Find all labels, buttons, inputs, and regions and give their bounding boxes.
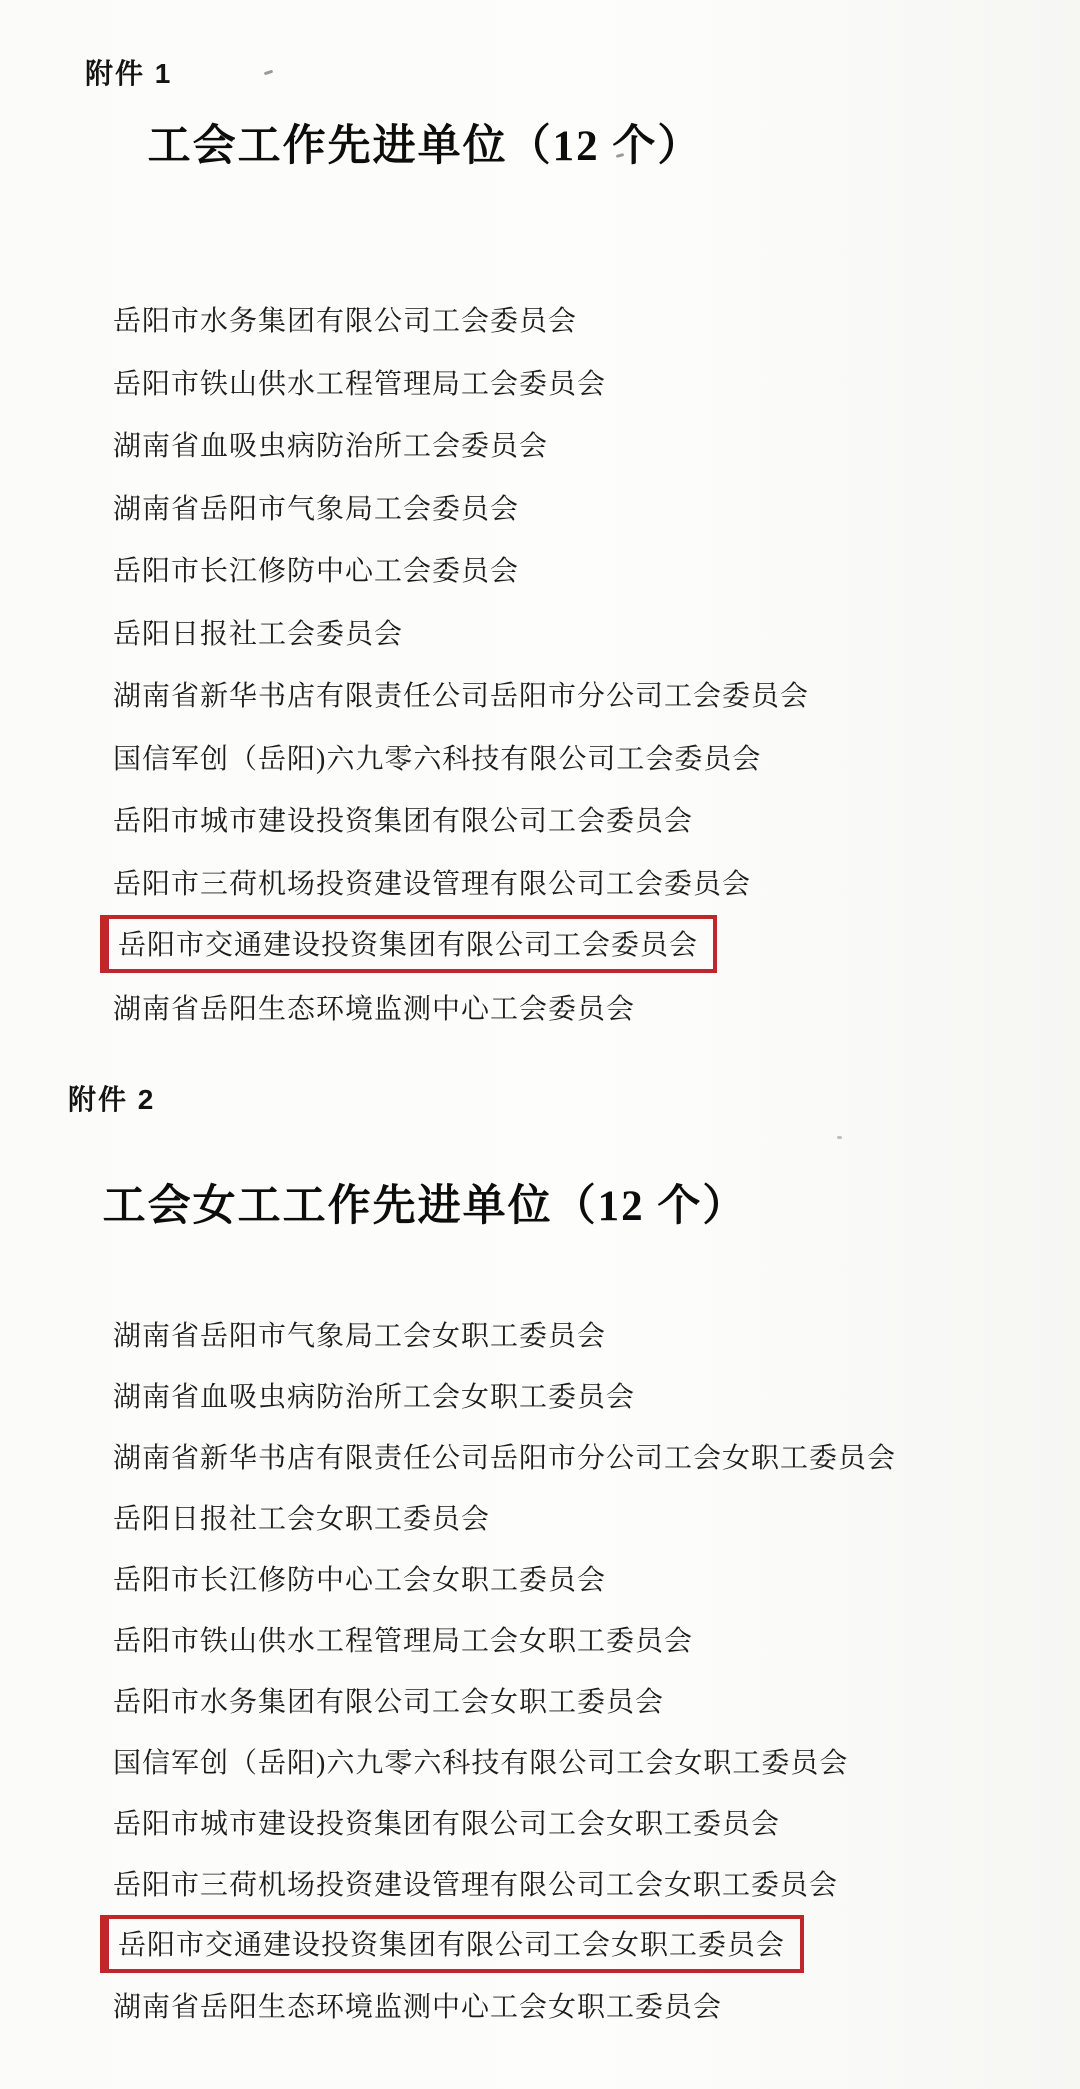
- list-item: [113, 1791, 896, 1852]
- list-item-highlighted: [113, 1913, 896, 1974]
- unit-name: 岳阳市三荷机场投资建设管理有限公司工会女职工委员会: [113, 1869, 839, 1901]
- scan-speck: [837, 1136, 842, 1139]
- unit-name: 岳阳市长江修防中心工会女职工委员会: [113, 1564, 607, 1596]
- list-item: [113, 976, 809, 1039]
- list-item: [113, 1364, 896, 1425]
- list-item: [113, 1730, 896, 1791]
- unit-name: 湖南省血吸虫病防治所工会女职工委员会: [113, 1381, 636, 1413]
- unit-name: 岳阳日报社工会女职工委员会: [113, 1503, 491, 1535]
- unit-name: 岳阳市铁山供水工程管理局工会委员会: [113, 368, 607, 400]
- unit-name: 湖南省岳阳生态环境监测中心工会委员会: [113, 993, 636, 1025]
- unit-name: 国信军创（岳阳)六九零六科技有限公司工会委员会: [113, 743, 762, 775]
- list-item: [113, 1669, 896, 1730]
- attachment-1-unit-list: [113, 288, 809, 1038]
- unit-name: 岳阳市三荷机场投资建设管理有限公司工会委员会: [113, 868, 752, 900]
- unit-name: 岳阳日报社工会委员会: [113, 618, 404, 650]
- unit-name: 湖南省新华书店有限责任公司岳阳市分公司工会女职工委员会: [113, 1442, 897, 1474]
- list-item: [113, 1303, 896, 1364]
- list-item: [113, 288, 809, 351]
- list-item: [113, 726, 809, 789]
- list-item: [113, 413, 809, 476]
- unit-name: 岳阳市城市建设投资集团有限公司工会委员会: [113, 806, 694, 838]
- list-item: [113, 663, 809, 726]
- unit-name: 岳阳市交通建设投资集团有限公司工会女职工委员会: [100, 1915, 804, 1973]
- list-item: [113, 1486, 896, 1547]
- list-item: [113, 351, 809, 414]
- list-item: [113, 1852, 896, 1913]
- unit-name: 国信军创（岳阳)六九零六科技有限公司工会女职工委员会: [113, 1747, 849, 1779]
- list-item: [113, 788, 809, 851]
- unit-name: 岳阳市铁山供水工程管理局工会女职工委员会: [113, 1625, 694, 1657]
- attachment-1-title: 工会工作先进单位（12 个）: [147, 123, 703, 170]
- unit-name: 岳阳市长江修防中心工会委员会: [113, 556, 520, 588]
- unit-name: 湖南省岳阳生态环境监测中心工会女职工委员会: [113, 1991, 723, 2023]
- unit-name: 湖南省岳阳市气象局工会女职工委员会: [113, 1320, 607, 1352]
- list-item: [113, 1547, 896, 1608]
- list-item: [113, 851, 809, 914]
- unit-name: 岳阳市交通建设投资集团有限公司工会委员会: [100, 915, 717, 973]
- unit-name: 岳阳市城市建设投资集团有限公司工会女职工委员会: [113, 1808, 781, 1840]
- list-item: [113, 1425, 896, 1486]
- attachment-2-unit-list: [113, 1303, 896, 2035]
- unit-name: 岳阳市水务集团有限公司工会委员会: [113, 306, 578, 338]
- attachment-1-label: 附件 1: [85, 58, 173, 89]
- list-item: [113, 538, 809, 601]
- unit-name: 岳阳市水务集团有限公司工会女职工委员会: [113, 1686, 665, 1718]
- list-item: [113, 601, 809, 664]
- list-item: [113, 1974, 896, 2035]
- attachment-2-label: 附件 2: [68, 1084, 156, 1115]
- list-item: [113, 1608, 896, 1669]
- scan-speck: [264, 70, 273, 76]
- unit-name: 湖南省新华书店有限责任公司岳阳市分公司工会委员会: [113, 681, 810, 713]
- unit-name: 湖南省血吸虫病防治所工会委员会: [113, 431, 549, 463]
- attachment-2-title: 工会女工工作先进单位（12 个）: [102, 1183, 748, 1230]
- list-item: [113, 476, 809, 539]
- list-item-highlighted: [113, 913, 809, 976]
- unit-name: 湖南省岳阳市气象局工会委员会: [113, 493, 520, 525]
